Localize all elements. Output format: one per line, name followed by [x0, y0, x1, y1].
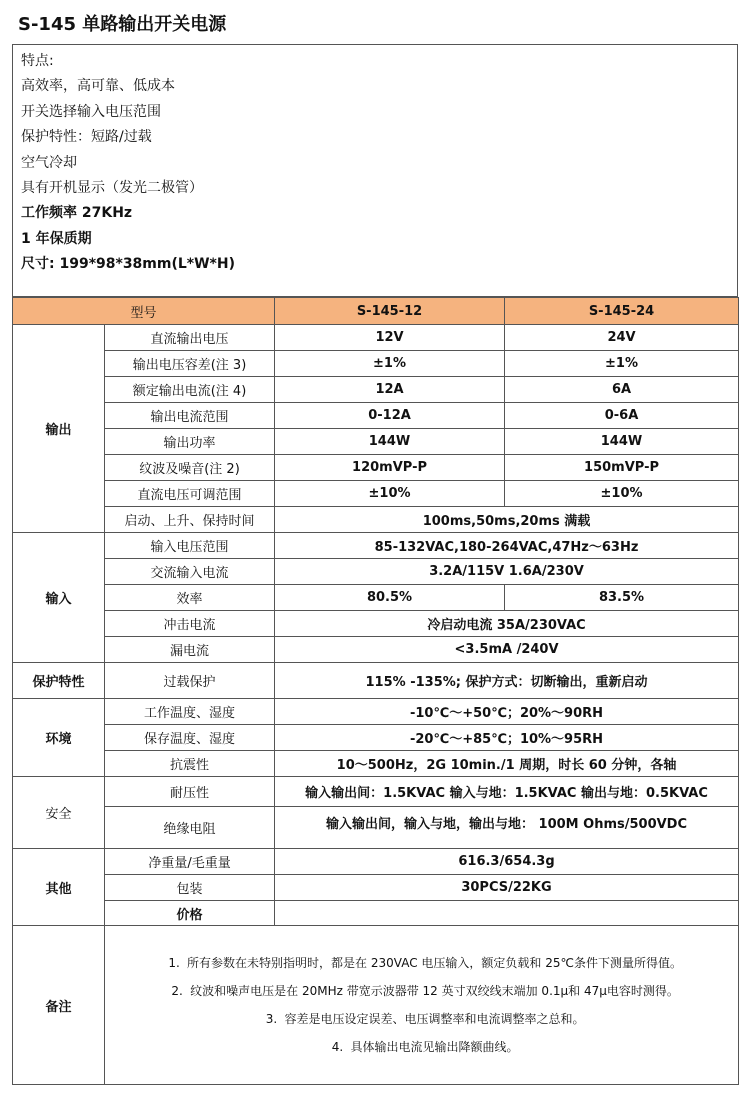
section-other: 其他	[13, 849, 105, 926]
param-label: 交流输入电流	[105, 559, 275, 585]
section-input: 输入	[13, 533, 105, 663]
value-both: 100ms,50ms,20ms 满载	[275, 507, 739, 533]
value-both: 616.3/654.3g	[275, 849, 739, 875]
param-label: 耐压性	[105, 777, 275, 807]
table-row	[13, 377, 739, 403]
feature-item: 开关选择输入电压范围	[21, 103, 161, 120]
value-both: -10℃～+50℃；20%～90RH	[275, 699, 739, 725]
feature-item: 具有开机显示（发光二极管）	[21, 180, 203, 197]
param-label: 输出功率	[105, 429, 275, 455]
feature-item: 保护特性：短路/过载	[21, 129, 152, 146]
page-title: S-145 单路输出开关电源	[18, 14, 227, 35]
table-row	[13, 481, 739, 507]
section-output: 输出	[13, 325, 105, 533]
table-row	[13, 351, 739, 377]
note-number: 2.	[171, 984, 183, 998]
value-both: -20℃～+85℃；10%～95RH	[275, 725, 739, 751]
value-24: 83.5%	[505, 585, 739, 611]
table-row	[13, 901, 739, 926]
value-12: 120mVP-P	[275, 455, 505, 481]
note-number: 4.	[331, 1040, 344, 1054]
section-environment: 环境	[13, 699, 105, 777]
param-label: 过载保护	[105, 663, 275, 699]
table-row	[13, 725, 739, 751]
value-both: 输入输出间：1.5KVAC 输入与地：1.5KVAC 输出与地：0.5KVAC	[275, 777, 739, 807]
value-24: 24V	[505, 325, 739, 351]
feature-item: 空气冷却	[21, 154, 77, 171]
model-24-header: S-145-24	[505, 298, 739, 325]
table-row	[13, 325, 739, 351]
value-24: 0-6A	[505, 403, 739, 429]
value-24: ±1%	[505, 351, 739, 377]
param-label: 工作温度、湿度	[105, 699, 275, 725]
model-12-header: S-145-12	[275, 298, 505, 325]
table-row	[13, 455, 739, 481]
note-text: 纹波和噪声电压是在 20MHz 带宽示波器带 12 英寸双绞线末端加 0.1μ和 47μ电容时测得。	[190, 984, 679, 998]
param-label: 绝缘电阻	[105, 807, 275, 849]
value-both: <3.5mA /240V	[275, 637, 739, 663]
param-label: 效率	[105, 585, 275, 611]
value-both: 115% -135%; 保护方式：切断输出，重新启动	[275, 663, 739, 699]
table-row	[13, 403, 739, 429]
value-both: 10～500Hz，2G 10min./1 周期，时长 60 分钟，各轴	[275, 751, 739, 777]
feature-item: 1 年保质期	[21, 230, 92, 247]
param-label: 输入电压范围	[105, 533, 275, 559]
table-row	[13, 849, 739, 875]
value-12: ±10%	[275, 481, 505, 507]
table-header-row	[13, 298, 739, 325]
table-row	[13, 699, 739, 725]
features-box	[12, 44, 738, 297]
table-row	[13, 611, 739, 637]
param-label: 漏电流	[105, 637, 275, 663]
section-remarks: 备注	[13, 926, 105, 1085]
value-24: ±10%	[505, 481, 739, 507]
param-label: 直流输出电压	[105, 325, 275, 351]
param-label: 抗震性	[105, 751, 275, 777]
param-label: 输出电流范围	[105, 403, 275, 429]
param-label: 启动、上升、保持时间	[105, 507, 275, 533]
table-row	[13, 637, 739, 663]
param-label: 冲击电流	[105, 611, 275, 637]
param-label: 额定输出电流(注 4)	[105, 377, 275, 403]
param-label: 纹波及噪音(注 2)	[105, 455, 275, 481]
value-24: 144W	[505, 429, 739, 455]
section-protection: 保护特性	[13, 663, 105, 699]
value-both: 3.2A/115V 1.6A/230V	[275, 559, 739, 585]
table-row	[13, 559, 739, 585]
param-label: 净重量/毛重量	[105, 849, 275, 875]
features-heading: 特点:	[21, 53, 54, 69]
value-both	[275, 901, 739, 926]
table-row	[13, 429, 739, 455]
value-24: 150mVP-P	[505, 455, 739, 481]
value-both: 85-132VAC,180-264VAC,47Hz～63Hz	[275, 533, 739, 559]
table-row	[13, 533, 739, 559]
note-item	[109, 1005, 734, 1033]
feature-item: 高效率，高可靠、低成本	[21, 78, 175, 95]
table-row	[13, 507, 739, 533]
feature-item: 尺寸: 199*98*38mm(L*W*H)	[21, 256, 235, 273]
table-row	[13, 751, 739, 777]
table-row	[13, 777, 739, 807]
value-12: 0-12A	[275, 403, 505, 429]
table-row	[13, 663, 739, 699]
table-row	[13, 807, 739, 849]
param-label: 包装	[105, 875, 275, 901]
model-header: 型号	[13, 298, 275, 325]
table-row	[13, 926, 739, 1085]
note-text: 容差是电压设定误差、电压调整率和电流调整率之总和。	[284, 1012, 585, 1026]
section-safety: 安全	[13, 777, 105, 849]
value-both: 30PCS/22KG	[275, 875, 739, 901]
note-item	[109, 977, 734, 1005]
value-both: 输入输出间，输入与地，输出与地： 100M Ohms/500VDC	[275, 807, 739, 849]
param-label: 保存温度、湿度	[105, 725, 275, 751]
value-12: 144W	[275, 429, 505, 455]
value-12: 80.5%	[275, 585, 505, 611]
feature-item: 工作频率 27KHz	[21, 205, 133, 222]
note-text: 所有参数在未特别指明时，都是在 230VAC 电压输入，额定负载和 25℃条件下测量所得值。	[187, 956, 682, 970]
value-12: ±1%	[275, 351, 505, 377]
spec-table	[12, 297, 739, 1085]
value-12: 12V	[275, 325, 505, 351]
note-item	[109, 949, 734, 977]
notes-cell	[105, 926, 739, 1085]
param-label: 直流电压可调范围	[105, 481, 275, 507]
note-text: 具体输出电流见输出降额曲线。	[350, 1040, 519, 1054]
table-row	[13, 585, 739, 611]
param-label: 输出电压容差(注 3)	[105, 351, 275, 377]
table-row	[13, 875, 739, 901]
param-label: 价格	[105, 901, 275, 926]
value-24: 6A	[505, 377, 739, 403]
note-item	[109, 1033, 734, 1061]
value-12: 12A	[275, 377, 505, 403]
note-number: 3.	[265, 1012, 278, 1026]
value-both: 冷启动电流 35A/230VAC	[275, 611, 739, 637]
note-number: 1.	[168, 956, 180, 970]
